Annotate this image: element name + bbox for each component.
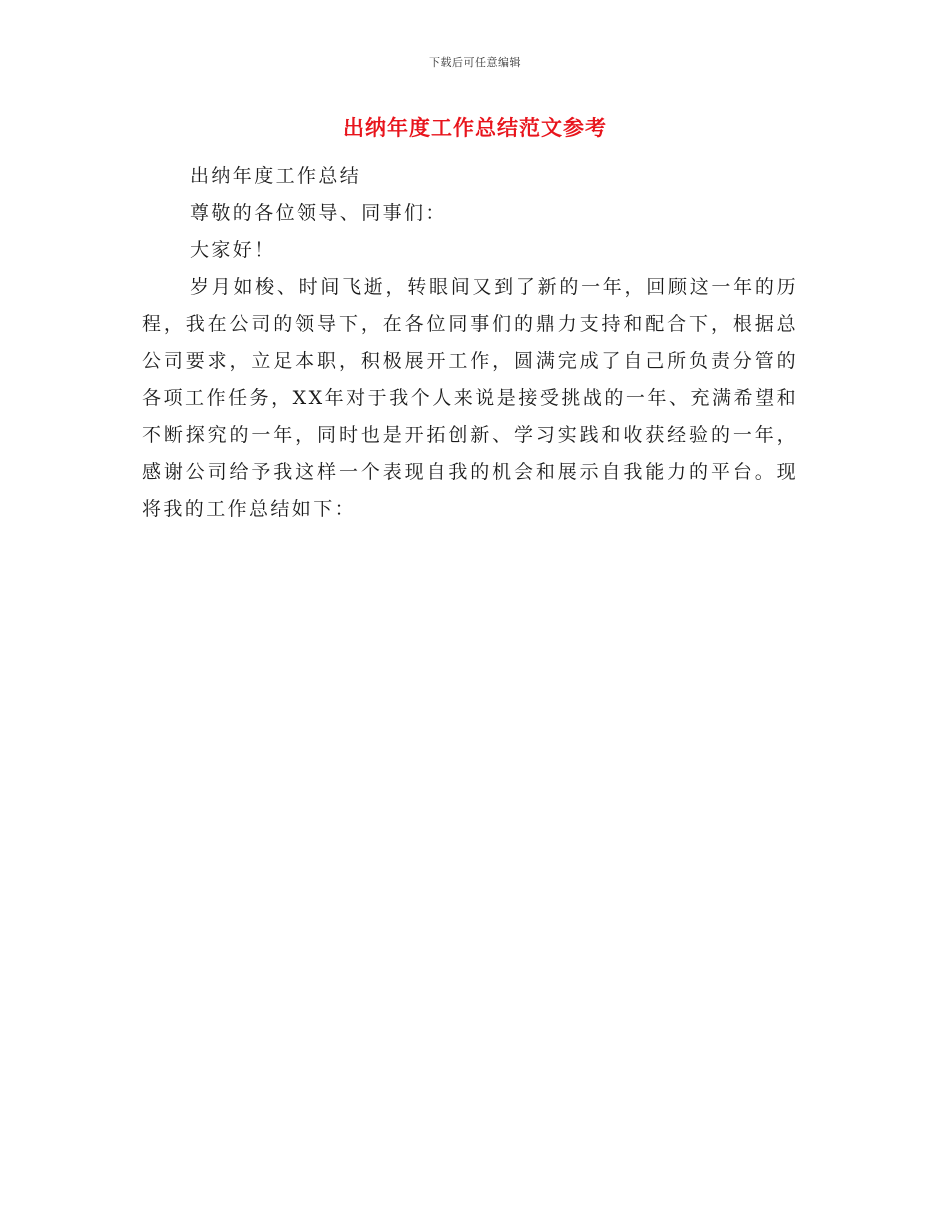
paragraph-greeting: 大家好！: [190, 239, 276, 261]
paragraph-intro: 岁月如梭、时间飞逝，转眼间又到了新的一年，回顾这一年的历程，我在公司的领导下，在各位同事们的鼎力支持和配合下，根据总公司要求，立足本职，积极展开工作，圆满完成了自己所负责分管的各项工作任务，XX年对于我个人来说是接受挑战的一年、充满希望和不断探究的一年，同时也是开拓创新、学习实践和收获经验的一年，感谢公司给予我这样一个表现自我的机会和展示自我能力的平台。现将我的工作总结如下：: [142, 276, 798, 520]
document-title: 出纳年度工作总结范文参考: [343, 116, 607, 140]
paragraph-salutation: 尊敬的各位领导、同事们：: [190, 202, 447, 224]
document-body: [142, 158, 798, 528]
paragraph-subtitle: 出纳年度工作总结: [190, 165, 362, 187]
page-header-note: 下载后可任意编辑: [429, 56, 521, 69]
